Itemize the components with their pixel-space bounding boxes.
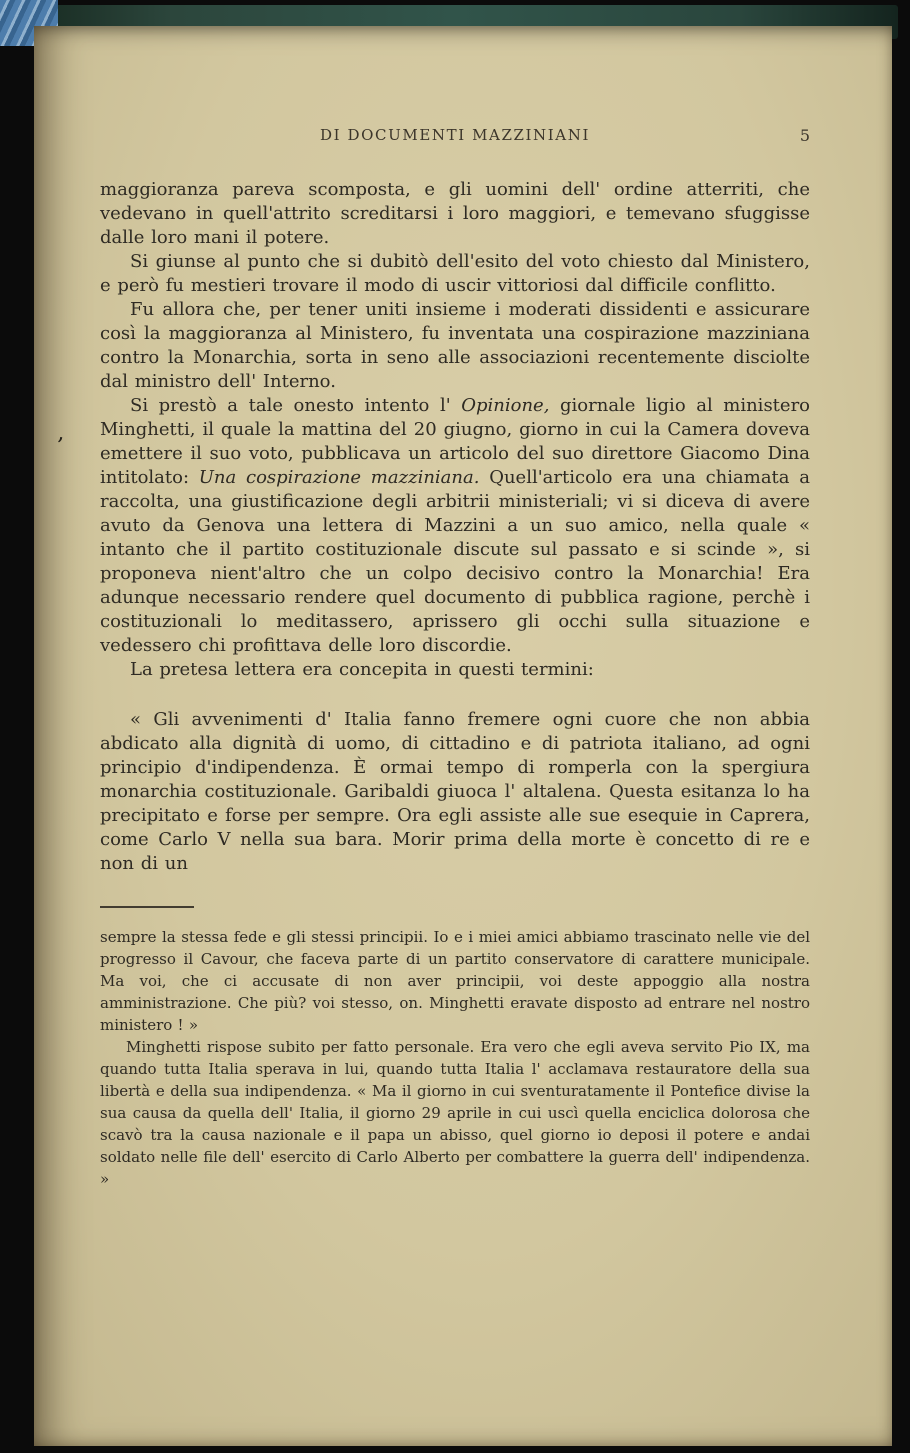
text-run: maggioranza pareva scomposta, e gli uomini dell' ordine atterriti, che vedevano in quell'attrito screditarsi i loro maggiori, e temevano sfuggisse dalle loro mani il potere. [100,179,810,248]
body-text [100,178,810,876]
page-number: 5 [799,126,810,145]
text-run: Minghetti rispose subito per fatto personale. Era vero che egli aveva servito Pio IX, ma quando tutta Italia sperava in lui, quando tutta Italia l' acclamava restauratore della sua libertà e della sua indipendenza. « Ma il giorno in cui sventuratamente il Pontefice divise la sua causa da quella dell' Italia, il giorno 29 aprile in cui uscì quella enciclica dolorosa che scavò tra la causa nazionale e il papa un abisso, quel giorno io deposi il potere e andai soldato nelle file dell' esercito di Carlo Alberto per combattere la guerra dell' indipendenza. » [100,1038,810,1188]
text-run: Si giunse al punto che si dubitò dell'esito del voto chiesto dal Ministero, e però fu mestieri trovare il modo di uscir vittoriosi dal difficile conflitto. [100,251,810,296]
body-paragraph [100,178,810,250]
italic-text: Opinione, [461,395,550,416]
body-paragraph [100,394,810,658]
text-run: Fu allora che, per tener uniti insieme i moderati dissidenti e assicurare così la maggioranza al Ministero, fu inventata una cospirazione mazziniana contro la Monarchia, sorta in seno alle associazioni recentemente disciolte dal ministro dell' Interno. [100,299,810,392]
body-paragraph [100,298,810,394]
body-paragraph [100,708,810,876]
footnote-paragraph [100,926,810,1036]
text-run: Si prestò a tale onesto intento l' [130,395,462,416]
page-content [34,26,892,1190]
body-paragraph [100,658,810,682]
footnote-text [100,926,810,1190]
text-run: sempre la stessa fede e gli stessi principii. Io e i miei amici abbiamo trascinato nelle vie del progresso il Cavour, che faceva parte di un partito conservatore di carattere municipale. Ma voi, che ci accusate di non aver principii, voi deste appoggio alla nostra amministrazione. Che più? voi stesso, on. Minghetti eravate disposto ad entrare nel nostro ministero ! » [100,928,810,1034]
running-title: DI DOCUMENTI MAZZINIANI [320,126,590,144]
text-run: giornale ligio al ministero Minghetti, il quale la mattina del 20 giugno, giorno in cui la Camera doveva emettere il suo voto, pubblicava un articolo del suo direttore Giacomo Dina intitolato: [100,395,811,488]
footnote-paragraph [100,1036,810,1190]
footnote-separator [100,906,194,908]
stray-ink-mark: ’ [54,433,65,460]
text-run: « Gli avvenimenti d' Italia fanno fremere ogni cuore che non abbia abdicato alla dignità di uomo, di cittadino e di patriota italiano, ad ogni principio d'indipendenza. È ormai tempo di romperla con la spergiura monarchia costituzionale. Garibaldi giuoca l' altalena. Questa esitanza lo ha precipitato e forse per sempre. Ora egli assiste alle sue esequie in Caprera, come Carlo V nella sua bara. Morir prima della morte è concetto di re e non di un [100,709,810,874]
italic-text: Una cospirazione mazziniana. [198,467,480,488]
body-paragraph [100,250,810,298]
book-page [34,26,892,1446]
text-run: La pretesa lettera era concepita in questi termini: [130,659,594,680]
page-header [100,126,810,148]
text-run: Quell'articolo era una chiamata a raccolta, una giustificazione degli arbitrii ministeriali; vi si diceva di avere avuto da Genova una lettera di Mazzini a un suo amico, nella quale « intanto che il partito costituzionale discute sul passato e si scinde », si proponeva nient'altro che un colpo decisivo contro la Monarchia! Era adunque necessario rendere quel documento di pubblica ragione, perchè i costituzionali lo meditassero, aprissero gli occhi sulla situazione e vedessero chi profittava delle loro discordie. [100,467,810,656]
